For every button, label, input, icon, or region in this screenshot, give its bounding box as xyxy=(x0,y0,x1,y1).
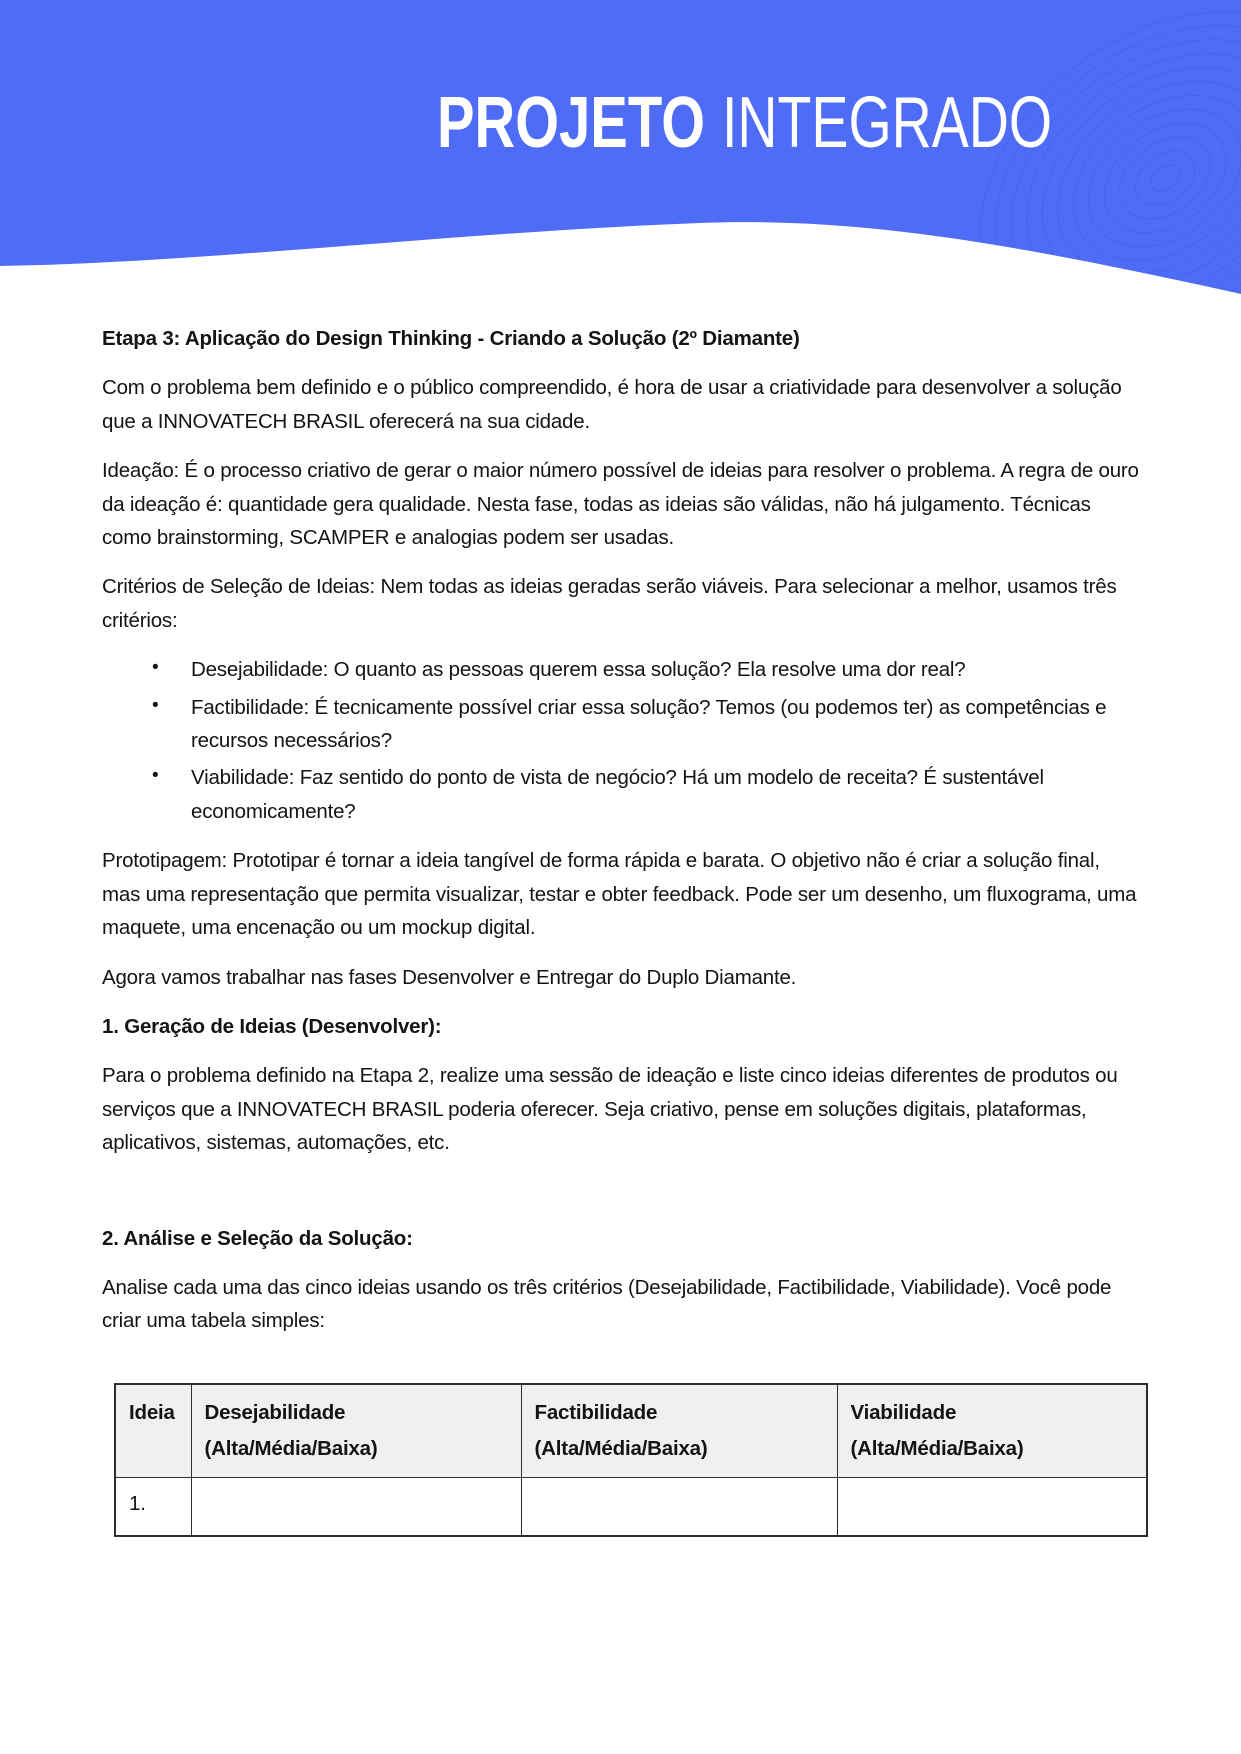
table-cell-desejabilidade-empty xyxy=(191,1477,521,1536)
banner-title-projeto: PROJETO xyxy=(437,83,705,163)
bullet-icon: • xyxy=(152,657,159,679)
bullet-text: Desejabilidade: O quanto as pessoas querem essa solução? Ela resolve uma dor real? xyxy=(191,658,966,682)
criteria-table-body xyxy=(115,1477,1147,1536)
table-header-label: Factibilidade xyxy=(534,1400,658,1424)
section-heading-etapa3: Etapa 3: Aplicação do Design Thinking - Criando a Solução (2º Diamante) xyxy=(102,327,800,350)
bullet-icon: • xyxy=(152,694,159,716)
table-header-sublabel: (Alta/Média/Baixa) xyxy=(534,1436,708,1460)
paragraph-agora: Agora vamos trabalhar nas fases Desenvolver e Entregar do Duplo Diamante. xyxy=(102,965,797,989)
table-header-desejabilidade xyxy=(191,1384,521,1477)
table-header-label: Desejabilidade xyxy=(204,1400,346,1424)
paragraph-geracao: Para o problema definido na Etapa 2, realize uma sessão de ideação e liste cinco ideias diferentes de produtos ou serviços que a INNOVATECH BRASIL poderia oferecer. Seja criativo, pense em soluções digitais, plataformas, aplicativos, sistemas, automações, etc. xyxy=(102,1064,1118,1155)
criteria-list xyxy=(102,653,1141,828)
paragraph-intro: Com o problema bem definido e o público compreendido, é hora de usar a criatividade para desenvolver a solução que a INNOVATECH BRASIL oferecerá na sua cidade. xyxy=(102,376,1122,433)
bullet-text: Viabilidade: Faz sentido do ponto de vista de negócio? Há um modelo de receita? É sustentável economicamente? xyxy=(191,766,1044,823)
paragraph-prototipagem: Prototipagem: Prototipar é tornar a ideia tangível de forma rápida e barata. O objetivo não é criar a solução final, mas uma representação que permita visualizar, testar e obter feedback. Pode ser um desenho, um fluxograma, uma maquete, uma encenação ou um mockup digital. xyxy=(102,849,1137,940)
header-banner xyxy=(0,0,1241,311)
table-header-viabilidade xyxy=(837,1384,1147,1477)
section-heading-geracao-ideias: 1. Geração de Ideias (Desenvolver): xyxy=(102,1014,442,1038)
banner-title-integrado: INTEGRADO xyxy=(722,83,1052,163)
paragraph-analise: Analise cada uma das cinco ideias usando os três critérios (Desejabilidade, Factibilidade, Viabilidade). Você pode criar uma tabela simples: xyxy=(102,1275,1112,1333)
section-heading-analise-selecao: 2. Análise e Seleção da Solução: xyxy=(102,1226,413,1250)
criteria-table xyxy=(114,1383,1148,1537)
table-header-sublabel: (Alta/Média/Baixa) xyxy=(850,1436,1024,1460)
bullet-text: Factibilidade: É tecnicamente possível criar essa solução? Temos (ou podemos ter) as competências e recursos necessários? xyxy=(191,695,1107,753)
banner-wave-graphic xyxy=(0,0,1241,311)
table-cell-viabilidade-empty xyxy=(837,1477,1147,1536)
list-item-factibilidade xyxy=(102,691,1141,758)
table-header-label: Viabilidade xyxy=(850,1400,957,1424)
criteria-table-header xyxy=(115,1384,1147,1477)
paragraph-criterios: Critérios de Seleção de Ideias: Nem todas as ideias geradas serão viáveis. Para selecionar a melhor, usamos três critérios: xyxy=(102,575,1117,632)
document-content xyxy=(0,311,1241,1537)
table-header-ideia xyxy=(115,1384,191,1477)
table-header-label: Ideia xyxy=(129,1400,175,1424)
table-header-row xyxy=(115,1384,1147,1477)
list-item-desejabilidade xyxy=(102,653,1141,686)
list-item-viabilidade xyxy=(102,761,1141,828)
bullet-icon: • xyxy=(152,765,159,787)
table-cell-factibilidade-empty xyxy=(521,1477,837,1536)
table-header-sublabel: (Alta/Média/Baixa) xyxy=(204,1436,378,1460)
table-row xyxy=(115,1477,1147,1536)
paragraph-ideacao: Ideação: É o processo criativo de gerar o maior número possível de ideias para resolver o problema. A regra de ouro da ideação é: quantidade gera qualidade. Nesta fase, todas as ideias são válidas, não há julgamento. Técnicas como brainstorming, SCAMPER e analogias podem ser usadas. xyxy=(102,459,1139,550)
table-header-factibilidade xyxy=(521,1384,837,1477)
table-cell-row-number: 1. xyxy=(115,1477,191,1536)
